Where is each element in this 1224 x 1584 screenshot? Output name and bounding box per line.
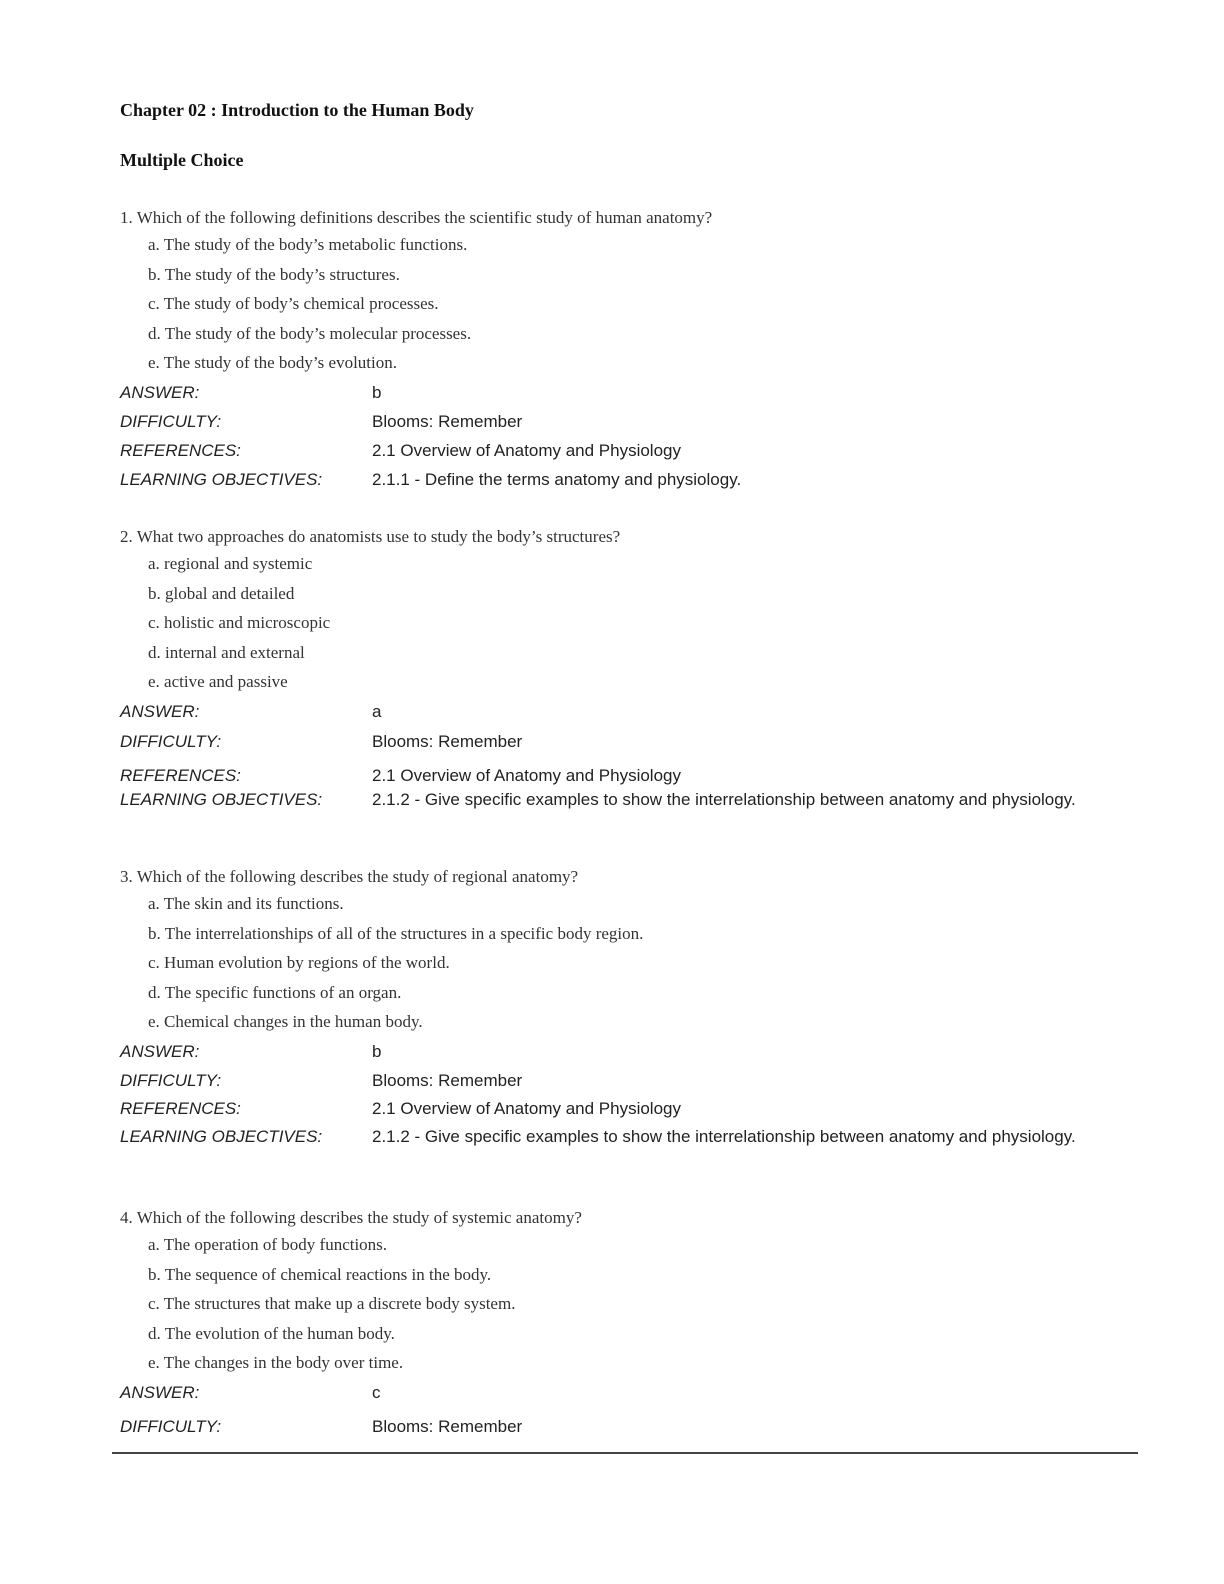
question-3-option-c: c. Human evolution by regions of the world. <box>148 953 450 972</box>
chapter-title: Chapter 02 : Introduction to the Human Body <box>120 100 474 120</box>
question-3-option-e: e. Chemical changes in the human body. <box>148 1012 423 1031</box>
answer-label: ANSWER: <box>120 1041 200 1061</box>
question-3-answer-row <box>120 1041 1120 1063</box>
learning-objectives-label: LEARNING OBJECTIVES: <box>120 469 323 489</box>
question-1-objectives-row <box>120 469 1120 491</box>
question-2-option-b: b. global and detailed <box>148 583 295 603</box>
section-title: Multiple Choice <box>120 150 244 170</box>
question-1-option-b: b. The study of the body’s structures. <box>148 264 400 284</box>
references-value: 2.1 Overview of Anatomy and Physiology <box>372 765 681 785</box>
question-3-option-d: d. The specific functions of an organ. <box>148 982 402 1002</box>
question-4-option-b: b. The sequence of chemical reactions in the body. <box>148 1264 492 1284</box>
question-2-option-a: a. regional and systemic <box>148 554 313 573</box>
question-2 <box>120 525 1120 811</box>
question-2-answer-row <box>120 701 1120 723</box>
learning-objectives-label: LEARNING OBJECTIVES: <box>120 1126 323 1146</box>
question-1-option-c: c. The study of body’s chemical processes. <box>148 294 439 313</box>
references-label: REFERENCES: <box>120 1098 241 1118</box>
question-4 <box>120 1206 1120 1438</box>
learning-objectives-value: 2.1.2 - Give specific examples to show the interrelationship between anatomy and physiology. <box>372 789 1076 809</box>
answer-value: b <box>372 382 382 402</box>
difficulty-label: DIFFICULTY: <box>120 1416 222 1436</box>
difficulty-value: Blooms: Remember <box>372 731 523 751</box>
answer-value: b <box>372 1041 382 1061</box>
references-value: 2.1 Overview of Anatomy and Physiology <box>372 1098 681 1118</box>
question-2-option-d: d. internal and external <box>148 642 305 662</box>
answer-value: a <box>372 701 382 721</box>
question-2-text: 2. What two approaches do anatomists use to study the body’s structures? <box>120 527 621 546</box>
question-1-answer-row <box>120 382 1120 404</box>
question-4-option-a: a. The operation of body functions. <box>148 1235 388 1254</box>
learning-objectives-value: 2.1.1 - Define the terms anatomy and physiology. <box>372 469 742 489</box>
difficulty-value: Blooms: Remember <box>372 411 523 431</box>
footer-divider <box>112 1452 1138 1454</box>
difficulty-label: DIFFICULTY: <box>120 1070 222 1090</box>
question-1-option-a: a. The study of the body’s metabolic functions. <box>148 235 468 254</box>
question-2-difficulty-row <box>120 731 1120 753</box>
difficulty-value: Blooms: Remember <box>372 1070 523 1090</box>
question-1-option-e: e. The study of the body’s evolution. <box>148 353 397 372</box>
question-3-text: 3. Which of the following describes the study of regional anatomy? <box>120 867 579 886</box>
question-2-option-c: c. holistic and microscopic <box>148 613 331 632</box>
answer-label: ANSWER: <box>120 382 200 402</box>
difficulty-label: DIFFICULTY: <box>120 731 222 751</box>
question-2-references-row <box>120 765 1120 787</box>
question-4-option-d: d. The evolution of the human body. <box>148 1323 395 1343</box>
question-1 <box>120 206 1120 491</box>
question-1-text: 1. Which of the following definitions describes the scientific study of human anatomy? <box>120 208 713 227</box>
difficulty-value: Blooms: Remember <box>372 1416 523 1436</box>
question-4-text: 4. Which of the following describes the study of systemic anatomy? <box>120 1208 582 1227</box>
question-4-option-c: c. The structures that make up a discrete body system. <box>148 1294 516 1313</box>
question-3-option-b: b. The interrelationships of all of the structures in a specific body region. <box>148 923 644 943</box>
references-label: REFERENCES: <box>120 765 241 785</box>
difficulty-label: DIFFICULTY: <box>120 411 222 431</box>
question-3-references-row <box>120 1098 1120 1120</box>
question-1-option-d: d. The study of the body’s molecular processes. <box>148 323 472 343</box>
answer-label: ANSWER: <box>120 701 200 721</box>
question-1-difficulty-row <box>120 411 1120 433</box>
references-value: 2.1 Overview of Anatomy and Physiology <box>372 440 681 460</box>
question-4-answer-row <box>120 1382 1120 1404</box>
question-3-difficulty-row <box>120 1070 1120 1092</box>
question-3 <box>120 865 1120 1148</box>
question-3-option-a: a. The skin and its functions. <box>148 894 344 913</box>
question-2-objectives-row <box>120 789 1120 811</box>
answer-value: c <box>372 1382 381 1402</box>
question-3-objectives-row <box>120 1126 1120 1148</box>
question-2-option-e: e. active and passive <box>148 672 288 691</box>
references-label: REFERENCES: <box>120 440 241 460</box>
learning-objectives-value: 2.1.2 - Give specific examples to show the interrelationship between anatomy and physiology. <box>372 1126 1076 1146</box>
learning-objectives-label: LEARNING OBJECTIVES: <box>120 789 323 809</box>
question-4-difficulty-row <box>120 1416 1120 1438</box>
question-4-option-e: e. The changes in the body over time. <box>148 1353 404 1372</box>
question-1-references-row <box>120 440 1120 462</box>
answer-label: ANSWER: <box>120 1382 200 1402</box>
